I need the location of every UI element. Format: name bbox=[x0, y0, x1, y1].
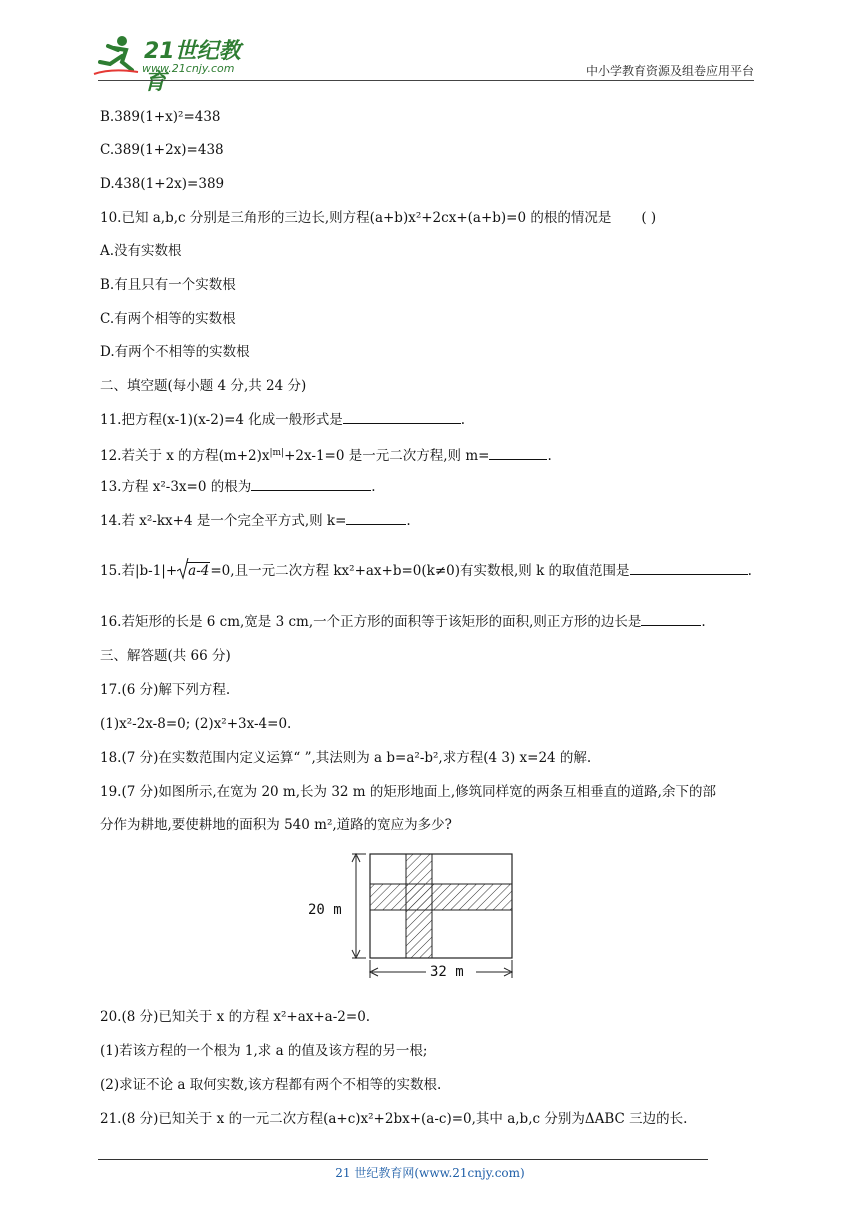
header-divider bbox=[98, 80, 754, 81]
q14: 14.若 x²-kx+4 是一个完全平方式,则 k= . bbox=[100, 513, 411, 529]
q10-text: 10.已知 a,b,c 分别是三角形的三边长,则方程(a+b)x²+2cx+(a+b)=0 的根的情况是 bbox=[100, 210, 612, 226]
q19-line-1: 19.(7 分)如图所示,在宽为 20 m,长为 32 m 的矩形地面上,修筑同样宽的两条互相垂直的道路,余下的部 bbox=[100, 784, 716, 800]
q10-option-b: B.有且只有一个实数根 bbox=[100, 277, 236, 293]
q12: 12.若关于 x 的方程$(m+2)x^{|m|}+2x-1=0$ 是一元二次方程,则 m= . bbox=[100, 448, 552, 464]
q19-line-2: 分作为耕地,要使耕地的面积为 540 m²,道路的宽应为多少? bbox=[100, 817, 452, 833]
q9-option-b: B.389(1+x)²=438 bbox=[100, 109, 221, 125]
site-logo bbox=[92, 34, 262, 95]
logo-brand-text: 21世纪教育 bbox=[144, 39, 241, 95]
q13-answer-blank bbox=[251, 478, 371, 491]
q17-equations: (1)x²-2x-8=0; (2)x²+3x-4=0. bbox=[100, 716, 292, 732]
q21: 21.(8 分)已知关于 x 的一元二次方程(a+c)x²+2bx+(a-c)=0,其中 a,b,c 分别为ΔABC 三边的长. bbox=[100, 1111, 688, 1127]
width-label: 20 m bbox=[308, 902, 342, 918]
q16-answer-blank bbox=[641, 613, 701, 626]
section-3-heading: 三、解答题(共 66 分) bbox=[100, 648, 231, 664]
q18: 18.(7 分)在实数范围内定义运算“ ”,其法则为 a b=a²-b²,求方程(4 3) x=24 的解. bbox=[100, 750, 592, 766]
q15-text-a: 15.若|b-1|+ bbox=[100, 563, 178, 579]
q15-text-b: =0,且一元二次方程 kx²+ax+b=0(k≠0)有实数根,则 k 的取值范围是 bbox=[210, 563, 630, 579]
runner-logo-icon bbox=[92, 34, 142, 78]
q19-road-diagram bbox=[300, 848, 520, 986]
square-root-icon bbox=[177, 562, 210, 580]
length-label: 32 m bbox=[430, 964, 464, 980]
q15-answer-blank bbox=[630, 562, 748, 575]
q16: 16.若矩形的长是 6 cm,宽是 3 cm,一个正方形的面积等于该矩形的面积,则正方形的边长是 . bbox=[100, 614, 706, 630]
header-platform-name: 中小学教育资源及组卷应用平台 bbox=[585, 64, 754, 78]
vertical-road bbox=[406, 854, 432, 958]
q14-text: 14.若 x²-kx+4 是一个完全平方式,则 k= bbox=[100, 513, 347, 529]
q9-option-c: C.389(1+2x)=438 bbox=[100, 142, 224, 158]
q10-stem bbox=[100, 209, 656, 227]
q11-text: 11.把方程(x-1)(x-2)=4 化成一般形式是 bbox=[100, 412, 343, 428]
q15: 15.若|b-1|+ a-4=0,且一元二次方程 kx²+ax+b=0(k≠0)有实数根,则 k 的取值范围是 . bbox=[100, 562, 752, 580]
q10-option-c: C.有两个相等的实数根 bbox=[100, 311, 236, 327]
logo-url-text: www.21cnjy.com bbox=[142, 62, 235, 75]
horizontal-road bbox=[370, 884, 512, 910]
q11-answer-blank bbox=[343, 411, 461, 424]
q10-option-d: D.有两个不相等的实数根 bbox=[100, 344, 250, 360]
q20-part-1: (1)若该方程的一个根为 1,求 a 的值及该方程的另一根; bbox=[100, 1043, 428, 1059]
footer-divider bbox=[98, 1159, 708, 1160]
q17: 17.(6 分)解下列方程. bbox=[100, 682, 231, 698]
q14-answer-blank bbox=[346, 512, 406, 525]
q20-part-2: (2)求证不论 a 取何实数,该方程都有两个不相等的实数根. bbox=[100, 1077, 442, 1093]
q20: 20.(8 分)已知关于 x 的方程 x²+ax+a-2=0. bbox=[100, 1009, 371, 1025]
q10-option-a: A.没有实数根 bbox=[100, 243, 182, 259]
q12-text-b: +2x-1=0 是一元二次方程,则 m= bbox=[284, 448, 490, 464]
q16-text: 16.若矩形的长是 6 cm,宽是 3 cm,一个正方形的面积等于该矩形的面积,则正方形的边长是 bbox=[100, 614, 642, 630]
q12-answer-blank bbox=[489, 447, 547, 460]
q12-exponent: |m| bbox=[269, 448, 285, 458]
q9-option-d: D.438(1+2x)=389 bbox=[100, 176, 225, 192]
q10-answer-paren: ( ) bbox=[641, 210, 657, 226]
q12-text-a: 12.若关于 x 的方程(m+2)x bbox=[100, 448, 270, 464]
q13: 13.方程 x²-3x=0 的根为 . bbox=[100, 479, 376, 495]
footer-source: 21 世纪教育网(www.21cnjy.com) bbox=[335, 1166, 525, 1180]
q11: 11.把方程(x-1)(x-2)=4 化成一般形式是 . bbox=[100, 412, 466, 428]
q13-text: 13.方程 x²-3x=0 的根为 bbox=[100, 479, 252, 495]
q15-radicand: a-4 bbox=[188, 563, 210, 579]
section-2-heading: 二、填空题(每小题 4 分,共 24 分) bbox=[100, 378, 307, 394]
